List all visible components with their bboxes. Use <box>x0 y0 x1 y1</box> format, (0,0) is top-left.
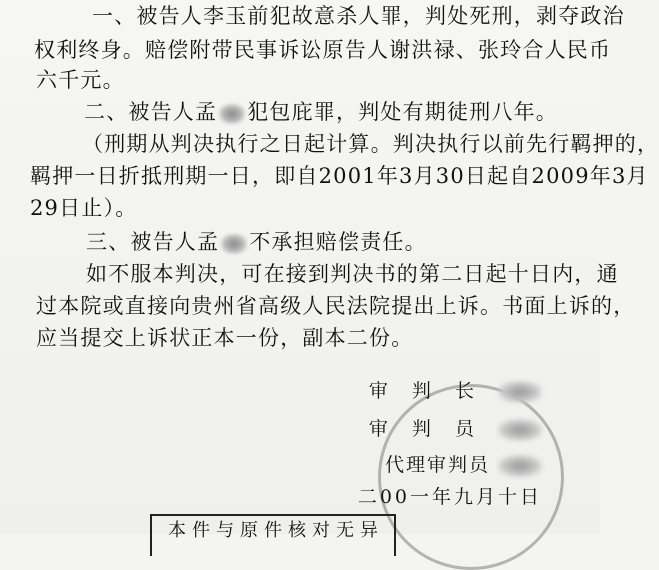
text-line-3: 六千元。 <box>36 68 125 92</box>
presiding-judge-label: 审 判 长 <box>368 380 483 402</box>
defendant-3-verdict: 不承担赔偿责任。 <box>249 230 427 254</box>
acting-judge-signature <box>385 450 542 477</box>
text-line-6: 羁押一日折抵刑期一日，即自2001年3月30日起自2009年3月 <box>30 164 649 188</box>
redacted-name <box>498 381 542 403</box>
judge-signature <box>369 414 542 441</box>
defendant-3-label: 三、被告人孟 <box>86 230 220 254</box>
redacted-name <box>498 455 542 477</box>
text-line-7: 29日止）。 <box>30 196 138 220</box>
text-line-2: 权利终身。赔偿附带民事诉讼原告人谢洪禄、张玲合人民币 <box>34 38 612 62</box>
redacted-name <box>221 234 247 254</box>
court-seal <box>378 384 564 570</box>
text-line-4 <box>84 98 558 126</box>
text-line-8 <box>86 228 427 256</box>
text-line-10: 过本院或直接向贵州省高级人民法院提出上诉。书面上诉的， <box>36 294 636 318</box>
defendant-2-verdict: 犯包庇罪，判处有期徒刑八年。 <box>247 100 559 124</box>
presiding-judge-signature <box>369 376 542 403</box>
judgment-date: 二00一年九月十日 <box>357 486 542 508</box>
text-line-1: 一、被告人李玉前犯故意杀人罪，判处死刑，剥夺政治 <box>92 4 625 28</box>
acting-judge-label: 代理审判员 <box>384 454 490 476</box>
text-line-11: 应当提交上诉状正本一份，副本二份。 <box>36 326 414 350</box>
redacted-name <box>498 419 542 441</box>
text-line-9: 如不服本判决，可在接到判决书的第二日起十日内，通 <box>86 262 619 286</box>
redacted-name <box>219 104 245 124</box>
text-line-5: （刑期从判决执行之日起计算。判决执行以前先行羁押的， <box>82 132 659 156</box>
defendant-2-label: 二、被告人孟 <box>84 100 218 124</box>
judge-label: 审 判 员 <box>368 418 483 440</box>
verification-stamp: 本件与原件核对无异 <box>150 514 396 556</box>
